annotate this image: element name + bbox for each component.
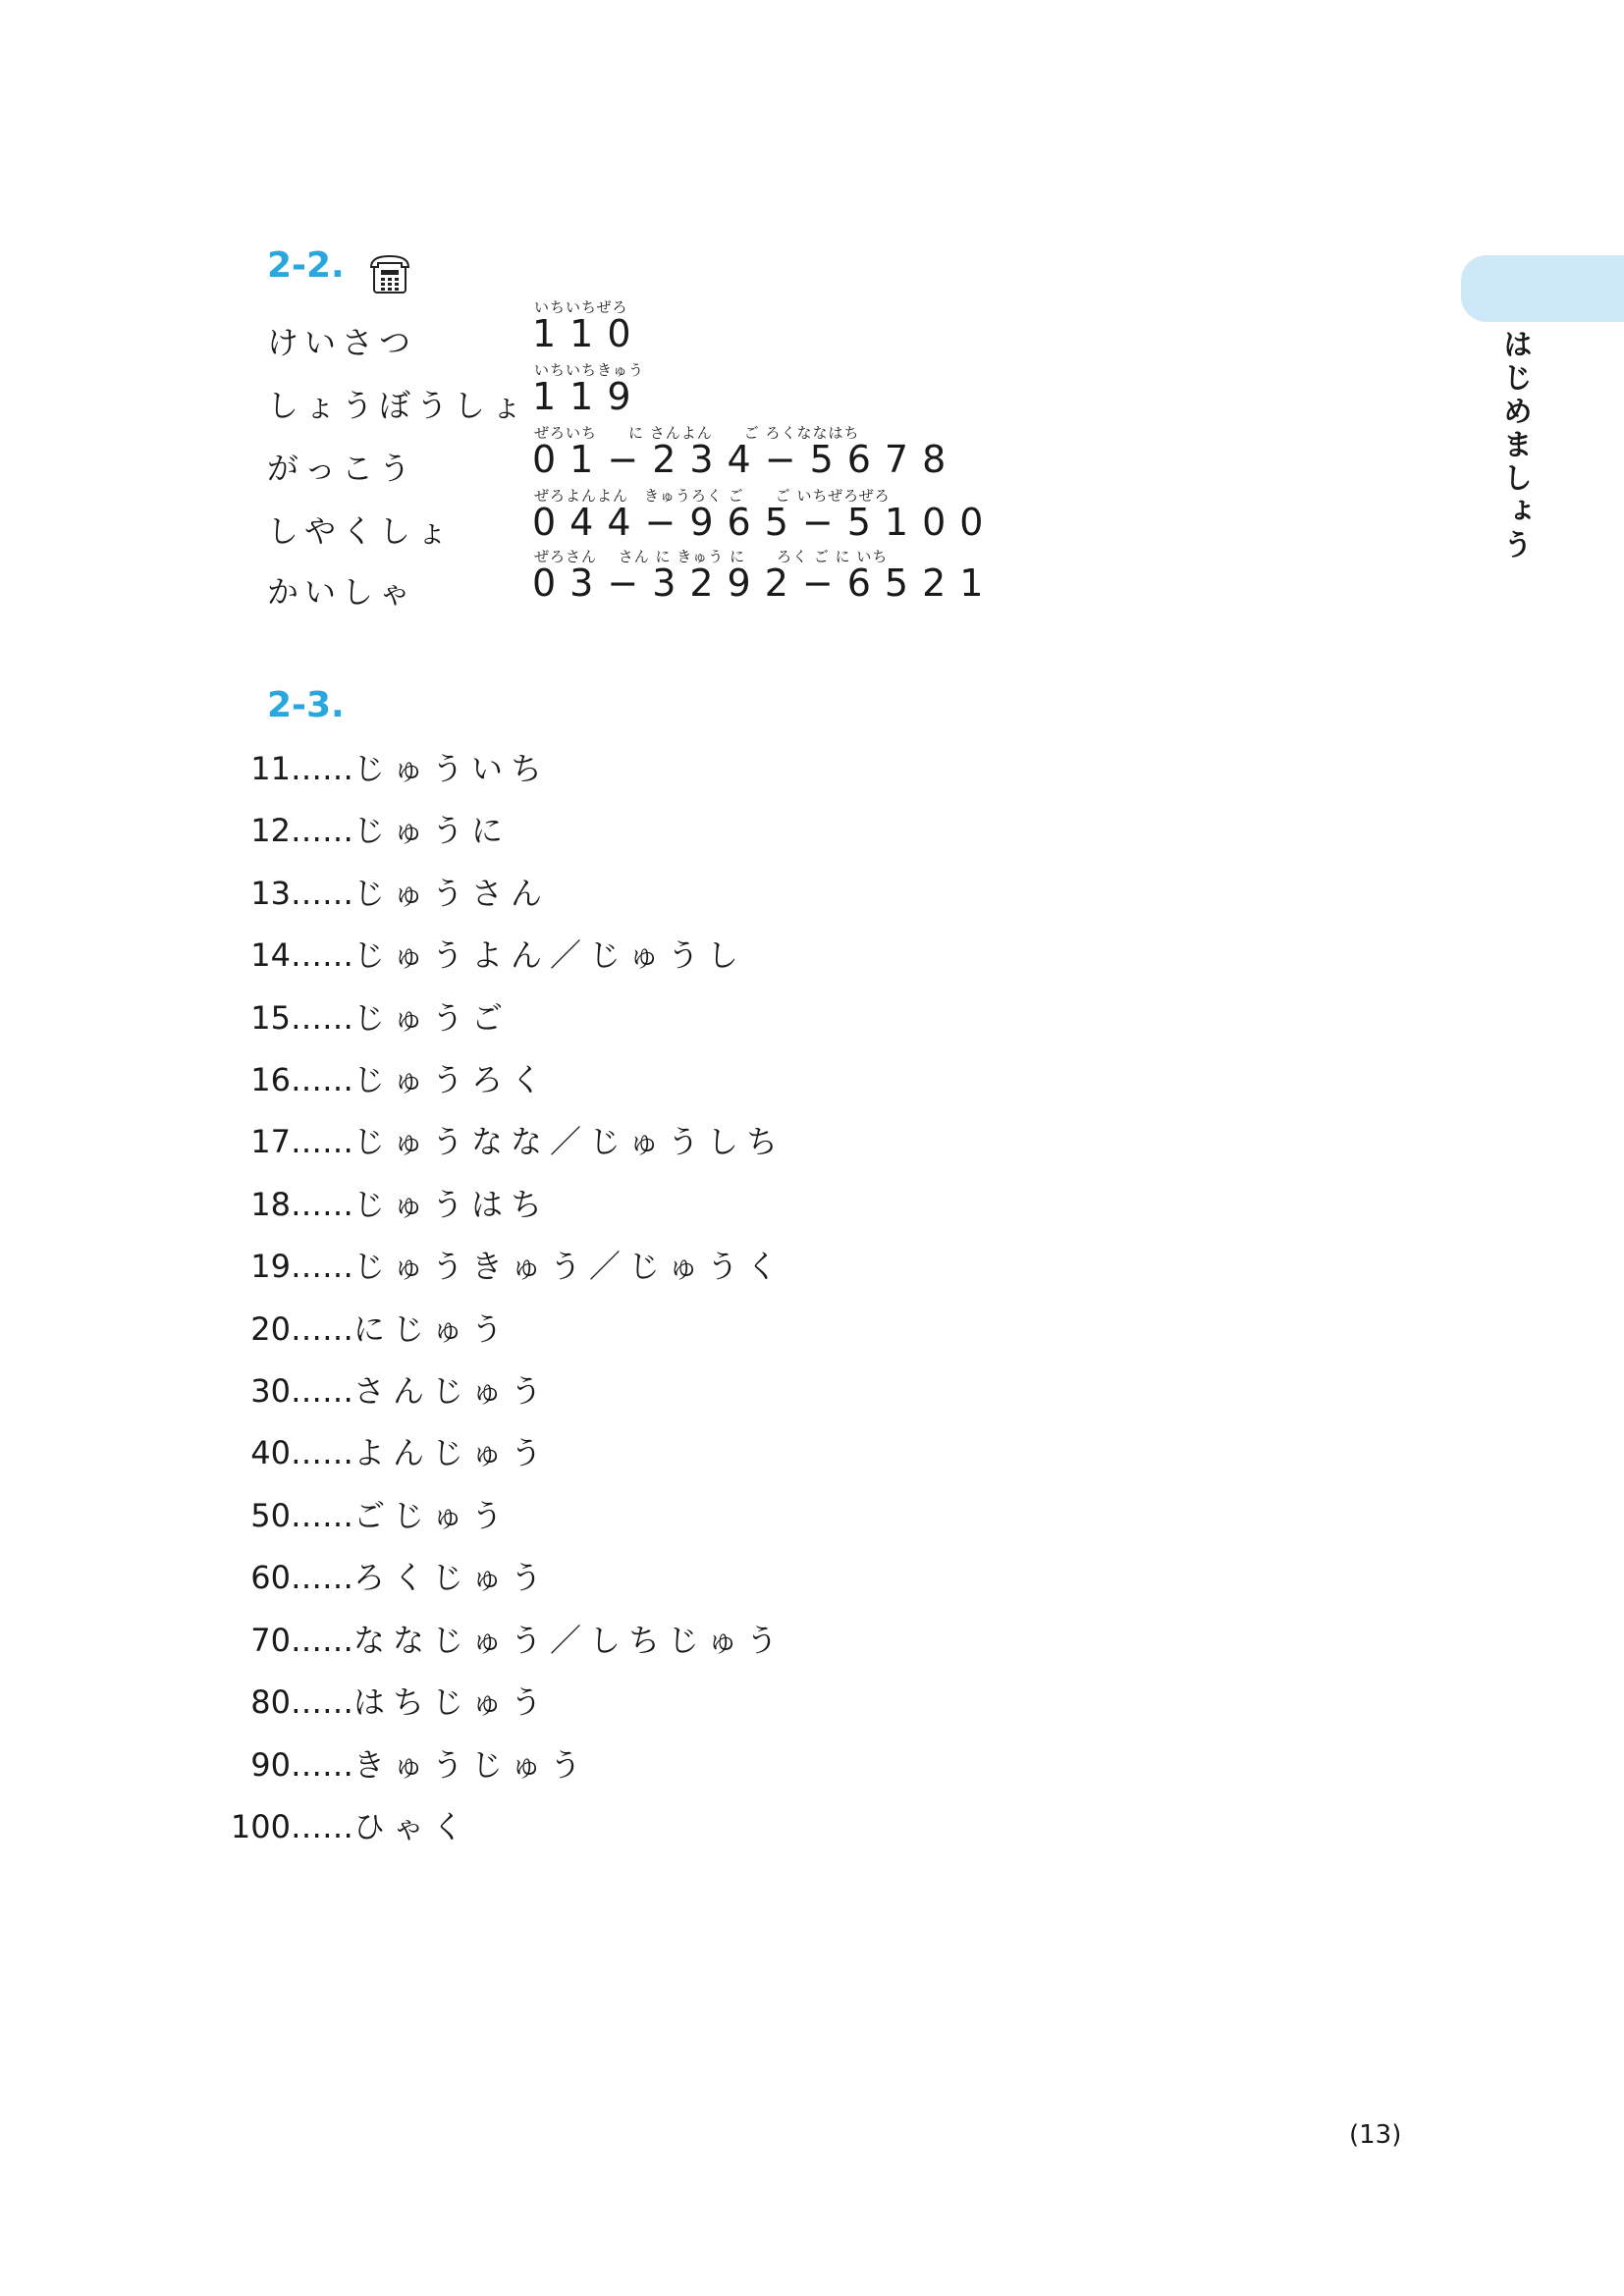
phone-row-fire-station xyxy=(267,359,1013,424)
leader-dots: …… xyxy=(291,999,353,1037)
leader-dots: …… xyxy=(291,1248,353,1285)
reading: じゅうなな／じゅうしち xyxy=(353,1123,786,1160)
leader-dots: …… xyxy=(291,1559,353,1596)
reading: じゅうきゅう／じゅうく xyxy=(353,1248,786,1285)
leader-dots: …… xyxy=(291,1310,353,1348)
number: 90 xyxy=(250,1746,291,1784)
phone-number: 01−234−5678 xyxy=(532,438,960,481)
chapter-label: はじめましょう xyxy=(1497,329,1532,562)
list-item xyxy=(216,869,903,928)
number: 16 xyxy=(250,1061,291,1098)
reading: よんじゅう xyxy=(353,1434,551,1471)
leader-dots: …… xyxy=(291,750,353,787)
leader-dots: …… xyxy=(291,1434,353,1471)
number: 12 xyxy=(250,812,291,849)
number: 13 xyxy=(250,875,291,912)
reading: ろくじゅう xyxy=(353,1559,551,1596)
phone-row-school xyxy=(267,422,1013,487)
phone-row-police xyxy=(267,296,1013,361)
list-item xyxy=(216,1305,903,1363)
list-item xyxy=(216,1616,903,1675)
list-item xyxy=(216,931,903,989)
list-item xyxy=(216,1678,903,1736)
number: 17 xyxy=(250,1123,291,1160)
number-ruby: いちいちきゅう xyxy=(534,361,645,379)
list-item xyxy=(216,993,903,1052)
reading: じゅうご xyxy=(353,999,512,1037)
number: 18 xyxy=(250,1186,291,1223)
leader-dots: …… xyxy=(291,1746,353,1784)
phone-number: 119 xyxy=(532,375,645,418)
phone-row-company xyxy=(267,546,1013,611)
list-item xyxy=(216,1553,903,1612)
number: 70 xyxy=(250,1622,291,1659)
place-label: けいさつ xyxy=(267,324,417,361)
telephone-icon xyxy=(368,253,411,296)
leader-dots: …… xyxy=(291,1808,353,1845)
leader-dots: …… xyxy=(291,936,353,974)
number: 100 xyxy=(230,1808,291,1845)
reading: ひゃく xyxy=(353,1808,472,1845)
phone-number: 03−3292−6521 xyxy=(532,561,998,605)
leader-dots: …… xyxy=(291,1372,353,1410)
list-item xyxy=(216,1802,903,1861)
list-item xyxy=(216,1117,903,1176)
reading: さんじゅう xyxy=(353,1372,551,1410)
reading: じゅうに xyxy=(353,812,512,849)
number: 19 xyxy=(250,1248,291,1285)
reading: じゅうろく xyxy=(353,1061,551,1098)
number: 15 xyxy=(250,999,291,1037)
reading: じゅうはち xyxy=(353,1186,551,1223)
number: 14 xyxy=(250,936,291,974)
reading: ごじゅう xyxy=(353,1497,512,1534)
leader-dots: …… xyxy=(291,1186,353,1223)
list-item xyxy=(216,806,903,865)
leader-dots: …… xyxy=(291,1497,353,1534)
number-ruby: ぜろさん さん に きゅう に ろく ご に いち xyxy=(534,548,889,565)
place-label: しょうぼうしょ xyxy=(267,387,529,424)
number: 11 xyxy=(250,750,291,787)
reading: はちじゅう xyxy=(353,1683,551,1721)
section-heading-2-2: 2-2. xyxy=(267,245,345,286)
leader-dots: …… xyxy=(291,1683,353,1721)
list-item xyxy=(216,1740,903,1799)
list-item xyxy=(216,1491,903,1550)
list-item xyxy=(216,1366,903,1425)
leader-dots: …… xyxy=(291,1622,353,1659)
phone-row-city-hall xyxy=(267,485,1013,550)
reading: じゅういち xyxy=(353,750,551,787)
list-item xyxy=(216,1055,903,1114)
number-ruby: ぜろよんよん きゅうろく ご ご いちぜろぜろ xyxy=(534,487,891,505)
leader-dots: …… xyxy=(291,1123,353,1160)
reading: きゅうじゅう xyxy=(353,1746,590,1784)
number: 60 xyxy=(250,1559,291,1596)
page-number: (13) xyxy=(1349,2120,1402,2150)
section-heading-2-3: 2-3. xyxy=(267,685,345,725)
place-label: がっこう xyxy=(267,450,417,487)
number: 20 xyxy=(250,1310,291,1348)
phone-number: 044−965−5100 xyxy=(532,501,998,544)
reading: にじゅう xyxy=(353,1310,512,1348)
reading: じゅうよん／じゅうし xyxy=(353,936,747,974)
number-ruby: ぜろいち に さんよん ご ろくななはち xyxy=(534,424,860,442)
list-item xyxy=(216,744,903,803)
reading: じゅうさん xyxy=(353,875,551,912)
number: 30 xyxy=(250,1372,291,1410)
list-item xyxy=(216,1242,903,1301)
place-label: かいしゃ xyxy=(267,573,417,611)
reading: ななじゅう／しちじゅう xyxy=(353,1622,786,1659)
leader-dots: …… xyxy=(291,812,353,849)
number: 40 xyxy=(250,1434,291,1471)
number-ruby: いちいちぜろ xyxy=(534,298,628,316)
leader-dots: …… xyxy=(291,1061,353,1098)
list-item xyxy=(216,1428,903,1487)
chapter-tab xyxy=(1461,255,1624,322)
place-label: しやくしょ xyxy=(267,512,455,550)
number: 50 xyxy=(250,1497,291,1534)
phone-number: 110 xyxy=(532,312,645,355)
list-item xyxy=(216,1180,903,1239)
leader-dots: …… xyxy=(291,875,353,912)
number: 80 xyxy=(250,1683,291,1721)
